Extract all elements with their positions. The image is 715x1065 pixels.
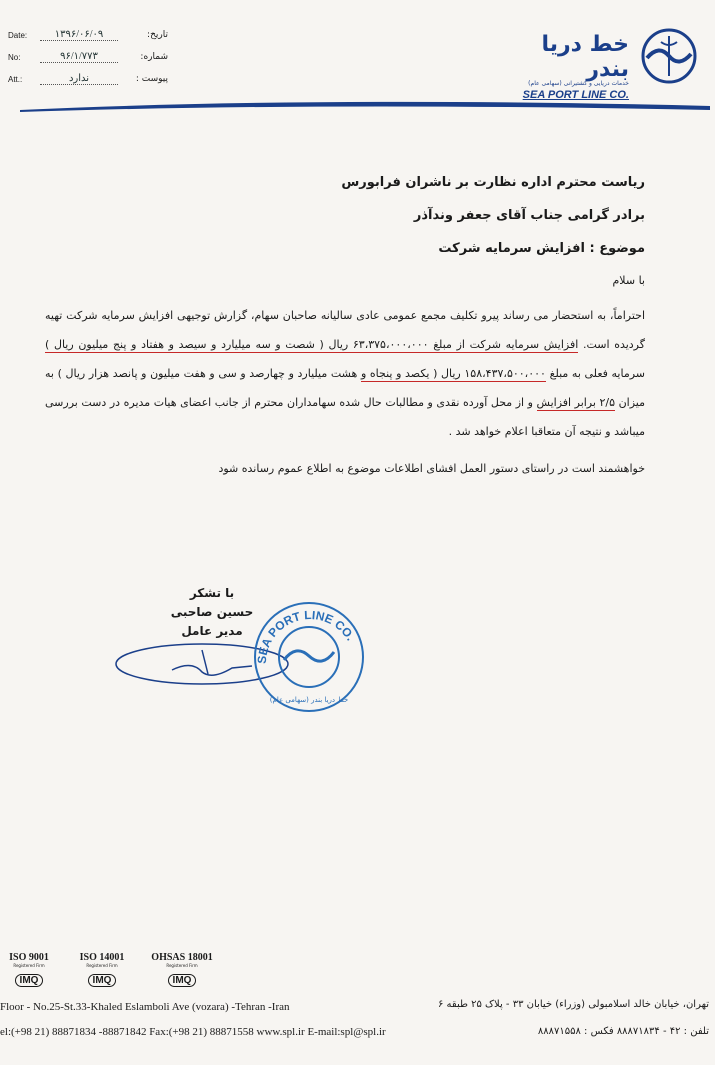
p1-mid: سرمایه فعلی به مبلغ xyxy=(549,367,646,380)
letter-body xyxy=(45,175,645,475)
certifications xyxy=(0,952,230,992)
attachment-label-en: Att.: xyxy=(8,74,23,84)
cert-title: ISO 9001 xyxy=(9,952,49,963)
footer-contact-fa: تلفن : ۴۲ - ۸۸۸۷۱۸۳۴ فکس : ۸۸۸۷۱۵۵۸ xyxy=(537,1026,709,1037)
attachment-label-fa: پیوست : xyxy=(135,74,168,84)
attachment-row xyxy=(8,68,168,90)
p1-underline-1: افزایش سرمایه شرکت از مبلغ ۶۳،۳۷۵،۰۰۰،۰۰۰ ریال ( شصت و سه میلیارد و سیصد و هفتاد و پنج میلیون ریال ) xyxy=(45,338,579,351)
number-row xyxy=(8,46,168,68)
cert-sub: Registered Firm xyxy=(166,963,198,968)
p1-underline-2: ۱۵۸،۴۳۷،۵۰۰،۰۰۰ ریال ( یکصد و پنجاه و xyxy=(360,367,546,380)
svg-text:SEA PORT LINE CO. xyxy=(255,608,358,664)
company-logo xyxy=(499,26,699,101)
footer xyxy=(0,992,715,1065)
footer-address-fa: تهران، خیابان خالد اسلامبولی (وزراء) خیابان ۳۳ - پلاک ۲۵ طبقه ۶ xyxy=(437,999,709,1010)
p1-end: و از محل آورده نقدی و مطالبات حال شده سهامداران محترم از جانب اعضای هیات مدیره در دست بررسی میباشد و نتیجه آن متعاقبا اعلام خواهد شد . xyxy=(45,396,645,438)
signature-title: مدیر عامل xyxy=(181,624,243,638)
footer-address-en: Floor - No.25-St.33-Khaled Eslamboli Ave (vozara) -Tehran -Iran xyxy=(0,1001,290,1013)
subject: موضوع : افزایش سرمایه شرکت xyxy=(438,241,645,256)
number-label-en: No: xyxy=(8,52,21,62)
cert-ohsas-18001 xyxy=(146,952,218,987)
letter-meta xyxy=(8,24,168,90)
cert-iso-9001 xyxy=(0,952,58,987)
header-swoosh xyxy=(20,88,710,118)
main-paragraph xyxy=(45,301,645,446)
date-label-fa: تاریخ: xyxy=(147,30,168,40)
number-value: ۹۶/۱/۷۷۳ xyxy=(40,51,118,63)
p1-intro: احتراماً، به استحضار می رساند پیرو تکلیف مجمع عمومی عادی سالیانه صاحبان سهام، گزارش توجیهی افزایش سرمایه شرکت تهیه گردیده است. xyxy=(45,309,645,351)
footer-contact-en: el:(+98 21) 88871834 -88871842 Fax:(+98 21) 88871558 www.spl.ir E-mail:spl@spl.ir xyxy=(0,1026,386,1038)
signature-name: حسین صاحبی xyxy=(170,605,254,619)
logo-subtitle: خدمات دریایی و کشتیرانی (سهامی عام) xyxy=(528,80,629,87)
p1-underline-3: ۲/۵ برابر افزایش xyxy=(536,396,616,409)
logo-name-en: SEA PORT LINE CO. xyxy=(522,89,629,101)
signature-thanks: با تشکر xyxy=(189,586,235,600)
logo-mark-icon xyxy=(639,26,699,86)
cert-iso-14001 xyxy=(72,952,132,987)
cert-title: OHSAS 18001 xyxy=(151,952,213,963)
cert-title: ISO 14001 xyxy=(79,952,125,963)
attachment-value: ندارد xyxy=(40,73,118,85)
number-label-fa: شماره: xyxy=(140,52,168,62)
closing-paragraph: خواهشمند است در راستای دستور العمل افشای اطلاعات موضوع به اطلاع عموم رسانده شود xyxy=(218,462,645,475)
addressee: برادر گرامی جناب آقای جعفر وندآذر xyxy=(413,208,645,223)
date-value: ۱۳۹۶/۰۶/۰۹ xyxy=(40,29,118,41)
recipient: ریاست محترم اداره نظارت بر ناشران فرابورس xyxy=(341,175,645,190)
stamp-text-fa: خط دریا بندر (سهامی عام) xyxy=(269,696,349,704)
cert-badge: IMQ xyxy=(15,974,44,987)
company-stamp xyxy=(250,598,368,716)
date-row xyxy=(8,24,168,46)
cert-badge: IMQ xyxy=(168,974,197,987)
cert-badge: IMQ xyxy=(88,974,117,987)
date-label-en: Date: xyxy=(8,30,28,40)
cert-sub: Registered Firm xyxy=(86,963,118,968)
stamp-text-en: SEA PORT LINE CO. xyxy=(254,607,358,665)
cert-sub: Registered Firm xyxy=(13,963,45,968)
greeting: با سلام xyxy=(612,274,645,287)
p1-rest: هشت میلیارد و چهارصد و سی و هفت میلیون و پانصد هزار ریال ) به میزان xyxy=(45,367,646,409)
logo-name-fa: خط دریا بندر xyxy=(541,32,629,82)
